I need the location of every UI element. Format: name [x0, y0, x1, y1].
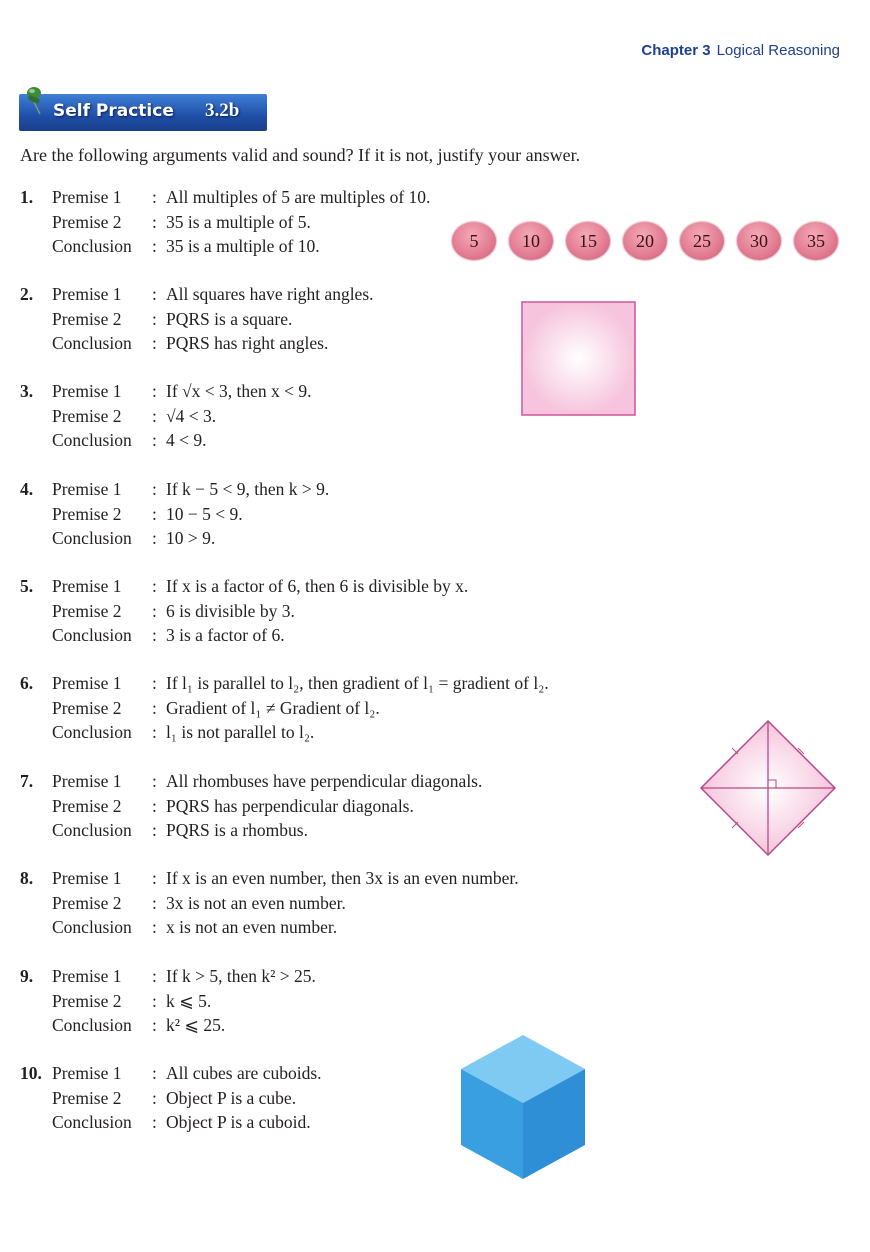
colon: :: [152, 479, 157, 499]
rhombus-figure: [698, 718, 838, 858]
row-label: Premise 1: [52, 576, 122, 596]
statement-text: All rhombuses have perpendicular diagonals.: [166, 771, 483, 791]
item-number: 5.: [20, 576, 34, 596]
instructions: Are the following arguments valid and sound? If it is not, justify your answer.: [20, 145, 581, 165]
square-figure: [520, 300, 638, 418]
item-number: 6.: [20, 673, 34, 693]
colon: :: [152, 430, 157, 450]
colon: :: [152, 576, 157, 596]
premise-row: [20, 964, 316, 989]
colon: :: [152, 722, 157, 742]
item-number: 8.: [20, 868, 34, 888]
statement-text: If k > 5, then k² > 25.: [166, 966, 316, 986]
multiple-ball: 10: [509, 222, 553, 260]
colon: :: [152, 600, 157, 621]
argument-item: [20, 185, 430, 259]
conclusion-row: [20, 1013, 316, 1038]
statement-text: 10 > 9.: [166, 528, 216, 548]
statement-text: 35 is a multiple of 10.: [166, 236, 320, 256]
colon: :: [152, 187, 157, 207]
row-label: Premise 2: [52, 600, 122, 621]
premise-row: [20, 574, 468, 599]
row-label: Conclusion: [52, 1112, 132, 1132]
item-number: [20, 915, 52, 940]
statement-text: If x is a factor of 6, then 6 is divisible by x.: [166, 576, 469, 596]
premise-row: [20, 185, 430, 210]
row-label: Premise 1: [52, 479, 122, 499]
statement-text: 3 is a factor of 6.: [166, 625, 285, 645]
colon: :: [152, 381, 157, 401]
item-number: 3.: [20, 381, 34, 401]
item-number: [20, 1086, 52, 1111]
statement-text: 4 < 9.: [166, 430, 207, 450]
conclusion-row: [20, 234, 430, 259]
colon: :: [152, 625, 157, 645]
colon: :: [152, 868, 157, 888]
item-number: [20, 502, 52, 527]
multiple-ball: 5: [452, 222, 496, 260]
multiple-ball: 25: [680, 222, 724, 260]
conclusion-row: [20, 818, 482, 843]
item-number: [20, 331, 52, 356]
premise-row: [20, 769, 482, 794]
item-number: [20, 210, 52, 235]
statement-text: Gradient of l₁ ≠ Gradient of l₂.: [166, 697, 380, 718]
conclusion-row: [20, 428, 312, 453]
multiple-ball: 30: [737, 222, 781, 260]
premise-row: [20, 502, 329, 527]
premise-row: [20, 599, 468, 624]
row-label: Premise 2: [52, 211, 122, 232]
colon: :: [152, 284, 157, 304]
item-number: [20, 1110, 52, 1135]
colon: :: [152, 697, 157, 718]
statement-text: x is not an even number.: [166, 917, 338, 937]
statement-text: PQRS has right angles.: [166, 333, 329, 353]
chapter-title: Logical Reasoning: [716, 42, 840, 59]
chapter-header: [641, 42, 840, 59]
row-label: Premise 1: [52, 381, 122, 401]
colon: :: [152, 1015, 157, 1035]
row-label: Premise 2: [52, 308, 122, 329]
item-number: 4.: [20, 479, 34, 499]
colon: :: [152, 990, 157, 1011]
premise-row: [20, 307, 374, 332]
colon: :: [152, 236, 157, 256]
section-label: Self Practice: [53, 101, 174, 121]
item-number: [20, 526, 52, 551]
premise-row: [20, 891, 519, 916]
colon: :: [152, 503, 157, 524]
row-label: Premise 1: [52, 771, 122, 791]
colon: :: [152, 1112, 157, 1132]
colon: :: [152, 1087, 157, 1108]
row-label: Conclusion: [52, 722, 132, 742]
colon: :: [152, 892, 157, 913]
row-label: Conclusion: [52, 333, 132, 353]
colon: :: [152, 308, 157, 329]
row-label: Conclusion: [52, 820, 132, 840]
colon: :: [152, 1063, 157, 1083]
statement-text: PQRS is a rhombus.: [166, 820, 308, 840]
item-number: [20, 989, 52, 1014]
row-label: Conclusion: [52, 236, 132, 256]
chapter-number: Chapter 3: [641, 42, 711, 59]
item-number: [20, 404, 52, 429]
statement-text: All multiples of 5 are multiples of 10.: [166, 187, 431, 207]
row-label: Conclusion: [52, 625, 132, 645]
statement-text: k ⩽ 5.: [166, 990, 212, 1011]
row-label: Conclusion: [52, 1015, 132, 1035]
statement-text: If l₁ is parallel to l₂, then gradient of l₁ = gradient of l₂.: [166, 673, 549, 693]
premise-row: [20, 379, 312, 404]
row-label: Conclusion: [52, 430, 132, 450]
colon: :: [152, 673, 157, 693]
premise-row: [20, 477, 329, 502]
conclusion-row: [20, 331, 374, 356]
row-label: Premise 1: [52, 187, 122, 207]
premise-row: [20, 282, 374, 307]
row-label: Premise 1: [52, 673, 122, 693]
item-number: [20, 428, 52, 453]
statement-text: If √x < 3, then x < 9.: [166, 381, 312, 401]
statement-text: All cubes are cuboids.: [166, 1063, 322, 1083]
premise-row: [20, 671, 549, 696]
statement-text: √4 < 3.: [166, 405, 217, 426]
item-number: [20, 307, 52, 332]
premise-row: [20, 1086, 322, 1111]
statement-text: Object P is a cube.: [166, 1087, 297, 1108]
argument-item: [20, 671, 549, 745]
item-number: 7.: [20, 771, 34, 791]
colon: :: [152, 333, 157, 353]
premise-row: [20, 696, 549, 721]
colon: :: [152, 405, 157, 426]
item-number: [20, 234, 52, 259]
premise-row: [20, 1061, 322, 1086]
premise-row: [20, 210, 430, 235]
conclusion-row: [20, 720, 549, 745]
argument-item: [20, 1061, 322, 1135]
item-number: [20, 818, 52, 843]
statement-text: k² ⩽ 25.: [166, 1015, 226, 1035]
argument-item: [20, 379, 312, 453]
colon: :: [152, 820, 157, 840]
item-number: [20, 720, 52, 745]
multiple-ball: 35: [794, 222, 838, 260]
argument-item: [20, 574, 468, 648]
row-label: Conclusion: [52, 528, 132, 548]
argument-item: [20, 769, 482, 843]
conclusion-row: [20, 915, 519, 940]
statement-text: If k − 5 < 9, then k > 9.: [166, 479, 330, 499]
argument-item: [20, 477, 329, 551]
conclusion-row: [20, 623, 468, 648]
item-number: [20, 794, 52, 819]
row-label: Premise 2: [52, 795, 122, 816]
multiple-ball: 15: [566, 222, 610, 260]
item-number: 2.: [20, 284, 34, 304]
item-number: [20, 891, 52, 916]
statement-text: All squares have right angles.: [166, 284, 374, 304]
section-badge: [19, 94, 267, 131]
statement-text: Object P is a cuboid.: [166, 1112, 311, 1132]
row-label: Premise 2: [52, 405, 122, 426]
colon: :: [152, 795, 157, 816]
row-label: Premise 1: [52, 284, 122, 304]
row-label: Premise 2: [52, 697, 122, 718]
colon: :: [152, 966, 157, 986]
colon: :: [152, 917, 157, 937]
multiples-of-five: [452, 222, 838, 260]
premise-row: [20, 866, 519, 891]
item-number: [20, 1013, 52, 1038]
row-label: Premise 2: [52, 1087, 122, 1108]
premise-row: [20, 404, 312, 429]
multiple-ball: 20: [623, 222, 667, 260]
section-number: 3.2b: [205, 100, 240, 121]
row-label: Premise 2: [52, 503, 122, 524]
colon: :: [152, 771, 157, 791]
statement-text: 3x is not an even number.: [166, 892, 346, 913]
item-number: 9.: [20, 966, 34, 986]
item-number: [20, 599, 52, 624]
premise-row: [20, 794, 482, 819]
conclusion-row: [20, 526, 329, 551]
item-number: [20, 696, 52, 721]
item-number: [20, 623, 52, 648]
conclusion-row: [20, 1110, 322, 1135]
row-label: Premise 2: [52, 892, 122, 913]
row-label: Conclusion: [52, 917, 132, 937]
colon: :: [152, 211, 157, 232]
row-label: Premise 2: [52, 990, 122, 1011]
colon: :: [152, 528, 157, 548]
row-label: Premise 1: [52, 1063, 122, 1083]
statement-text: 35 is a multiple of 5.: [166, 211, 311, 232]
argument-item: [20, 866, 519, 940]
row-label: Premise 1: [52, 966, 122, 986]
premise-row: [20, 989, 316, 1014]
item-number: 1.: [20, 187, 34, 207]
pushpin-icon: [24, 84, 50, 116]
argument-item: [20, 964, 316, 1038]
statement-text: 10 − 5 < 9.: [166, 503, 243, 524]
item-number: 10.: [20, 1063, 42, 1083]
cube-figure: [458, 1033, 588, 1181]
row-label: Premise 1: [52, 868, 122, 888]
statement-text: PQRS is a square.: [166, 308, 293, 329]
statement-text: l₁ is not parallel to l₂.: [166, 722, 315, 742]
statement-text: 6 is divisible by 3.: [166, 600, 295, 621]
statement-text: PQRS has perpendicular diagonals.: [166, 795, 414, 816]
statement-text: If x is an even number, then 3x is an even number.: [166, 868, 519, 888]
argument-item: [20, 282, 374, 356]
